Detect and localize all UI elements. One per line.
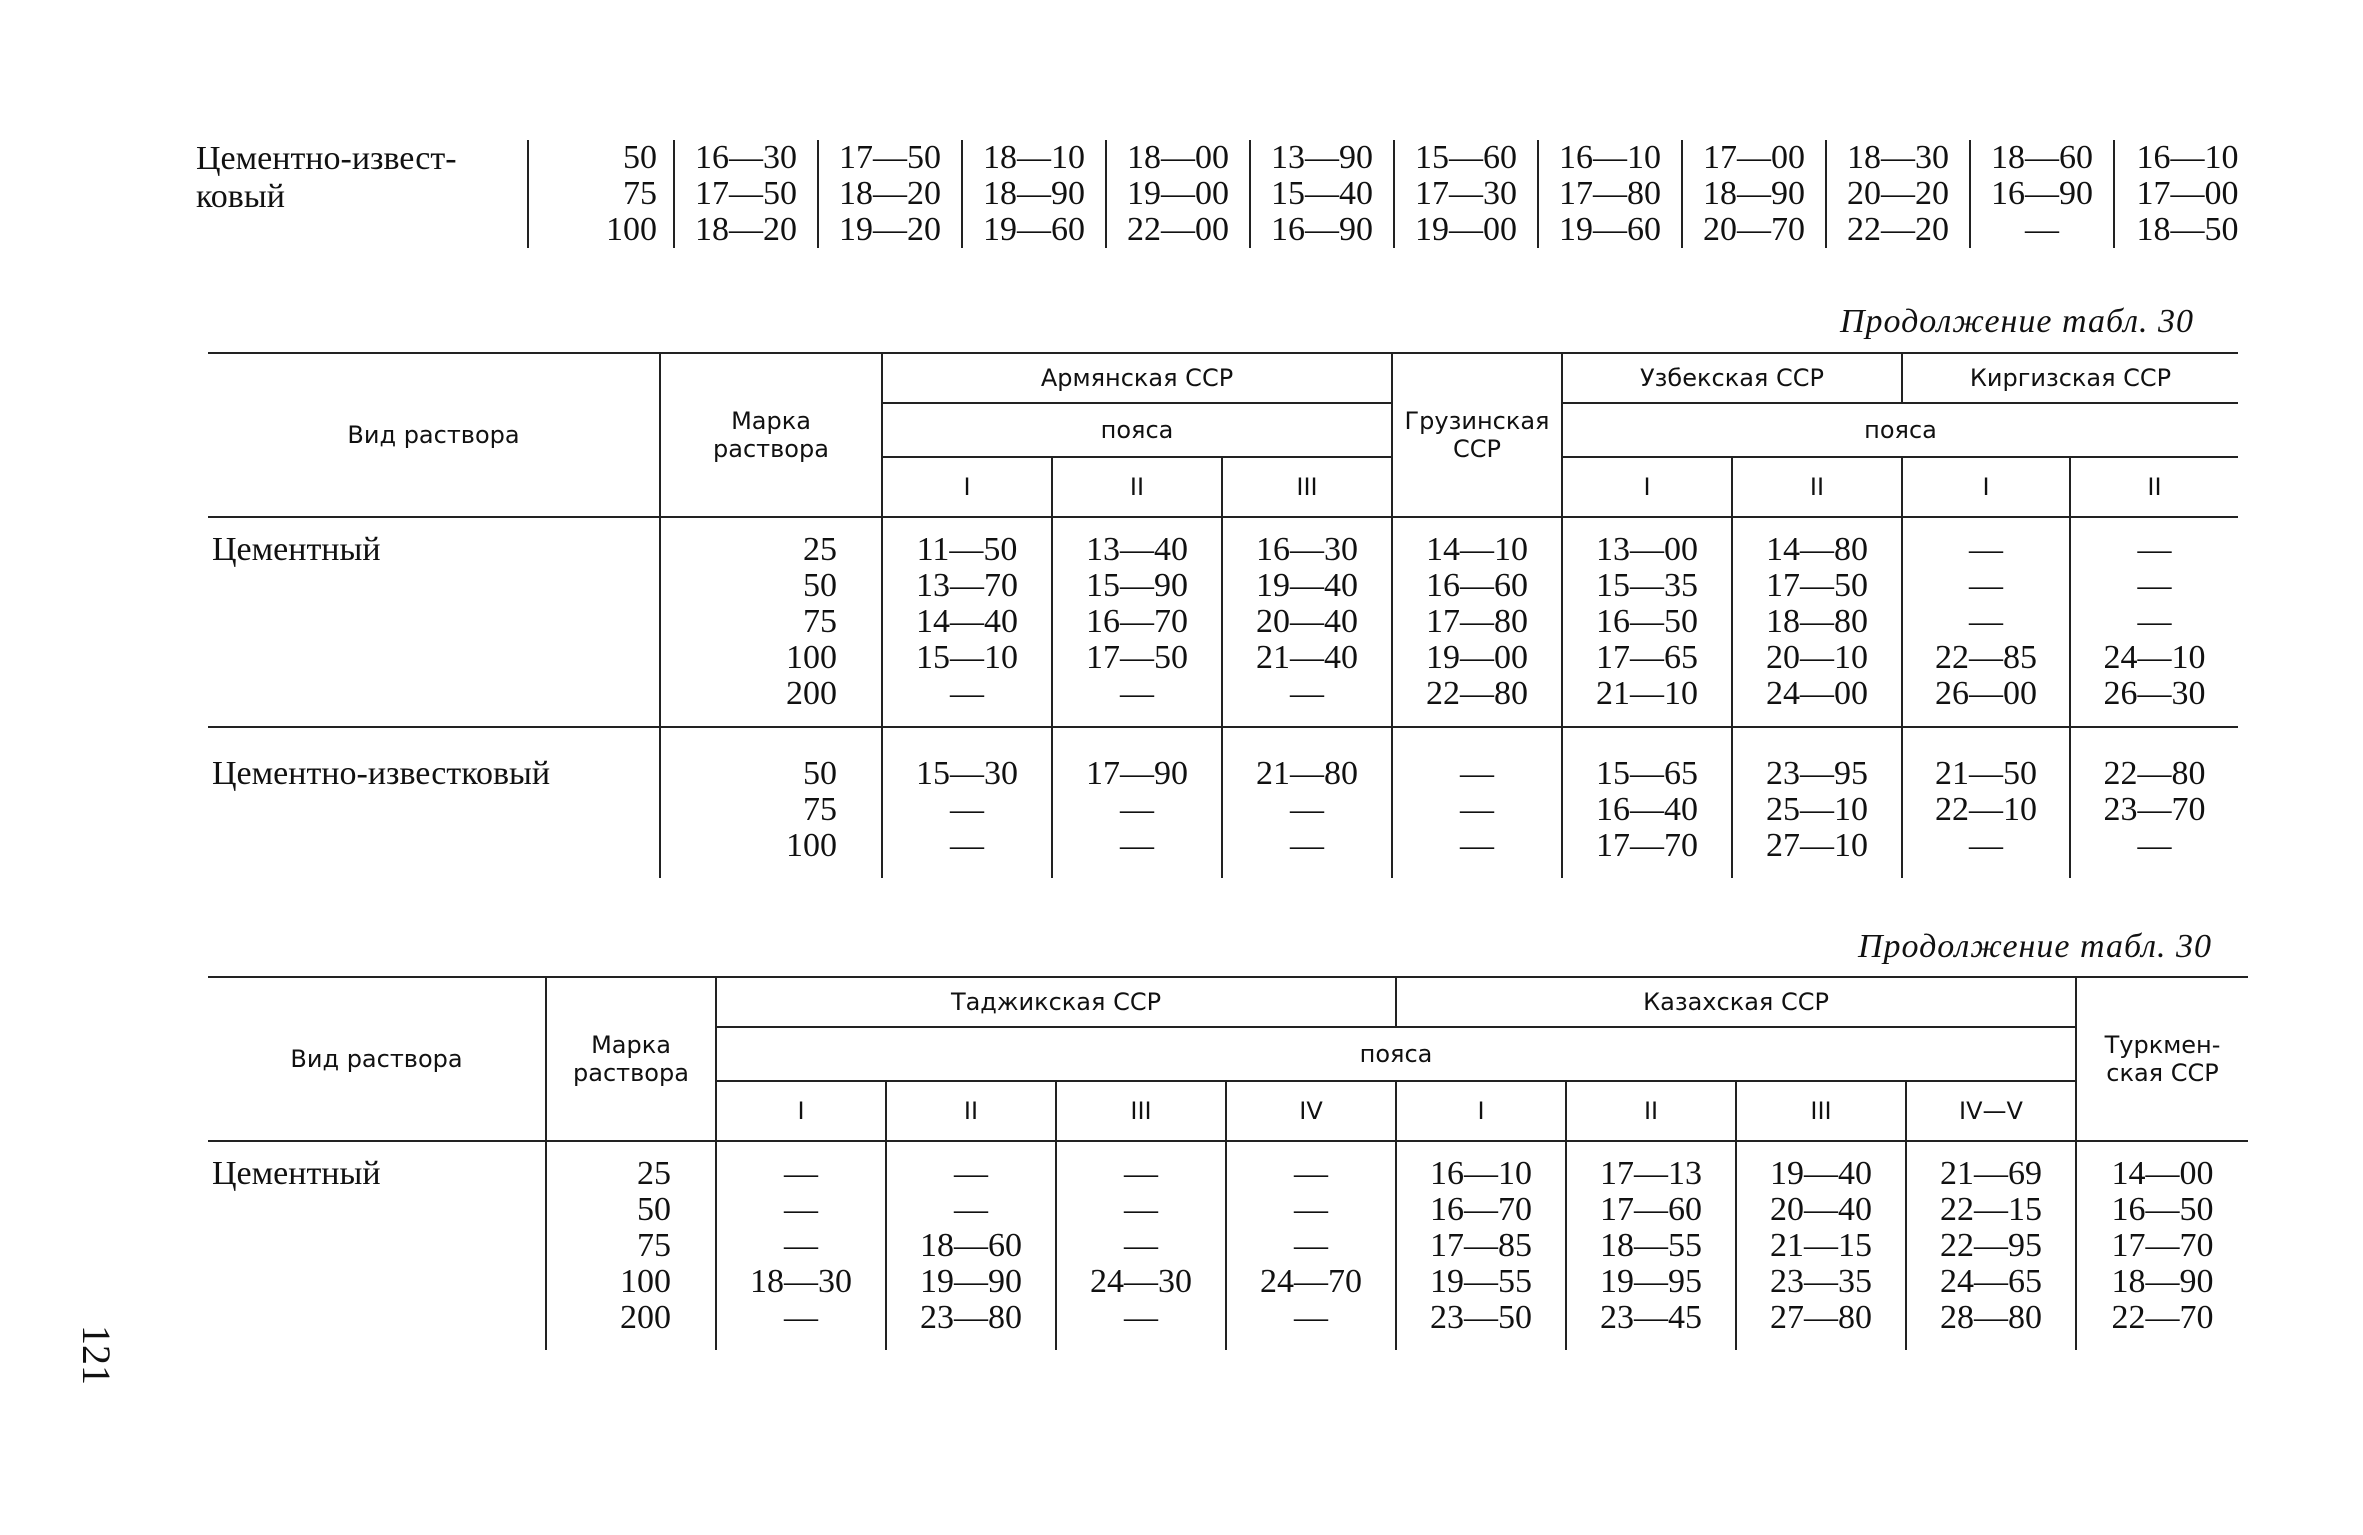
grade-cell: 50 75 100 [660, 727, 882, 878]
zone-header: II [1732, 457, 1902, 517]
poyasa-label: пояса [882, 403, 1392, 457]
table-tajik-kazakh-turkmen [208, 976, 2248, 1350]
row-label: Цементный [212, 531, 381, 568]
column-header-turkmen: Туркмен- ская ССР [2076, 977, 2248, 1141]
value-cell: 17—13 17—60 18—55 19—95 23—45 [1566, 1141, 1736, 1350]
row-label: Цементный [212, 1155, 381, 1192]
zone-header: II [2070, 457, 2238, 517]
value-cell: 15—60 17—30 19—00 [1394, 140, 1538, 248]
zone-header: II [886, 1081, 1056, 1141]
zone-header: III [1222, 457, 1392, 517]
value-cell: 23—95 25—10 27—10 [1732, 727, 1902, 878]
header-row [208, 353, 2238, 403]
value-cell: — — — 22—85 26—00 [1902, 517, 2070, 727]
column-header-armenia: Армянская ССР [882, 353, 1392, 403]
value-cell: 18—00 19—00 22—00 [1106, 140, 1250, 248]
zone-header: II [1052, 457, 1222, 517]
value-cell: 13—00 15—35 16—50 17—65 21—10 [1562, 517, 1732, 727]
header-row [208, 977, 2248, 1027]
value-cell: — — — 24—30 — [1056, 1141, 1226, 1350]
zone-header: II [1566, 1081, 1736, 1141]
zone-header: I [1562, 457, 1732, 517]
value-cell: — — 18—60 19—90 23—80 [886, 1141, 1056, 1350]
zone-header: IV [1226, 1081, 1396, 1141]
value-cell: 18—60 16—90 — [1970, 140, 2114, 248]
table-row [196, 140, 2260, 248]
value-cell: — — — 24—70 — [1226, 1141, 1396, 1350]
value-cell: 17—90 — — [1052, 727, 1222, 878]
zone-header: I [1902, 457, 2070, 517]
value-cell: 16—10 17—80 19—60 [1538, 140, 1682, 248]
zone-header: I [1396, 1081, 1566, 1141]
value-cell: 18—30 20—20 22—20 [1826, 140, 1970, 248]
grade-cell: 25 50 75 100 200 [546, 1141, 716, 1350]
value-cell: 16—30 19—40 20—40 21—40 — [1222, 517, 1392, 727]
page-number: 121 [74, 1325, 119, 1385]
column-header-kazakh: Казахская ССР [1396, 977, 2076, 1027]
zone-header: IV—V [1906, 1081, 2076, 1141]
value-cell: — — — 18—30 — [716, 1141, 886, 1350]
poyasa-label: пояса [1562, 403, 2238, 457]
value-cell: 19—40 20—40 21—15 23—35 27—80 [1736, 1141, 1906, 1350]
value-cell: 17—50 18—20 19—20 [818, 140, 962, 248]
value-cell: 16—10 16—70 17—85 19—55 23—50 [1396, 1141, 1566, 1350]
value-cell: 16—30 17—50 18—20 [674, 140, 818, 248]
zone-header: III [1736, 1081, 1906, 1141]
value-cell: 14—00 16—50 17—70 18—90 22—70 [2076, 1141, 2248, 1350]
table-row [208, 1141, 2248, 1350]
column-header-tajik: Таджикская ССР [716, 977, 1396, 1027]
value-cell: 18—10 18—90 19—60 [962, 140, 1106, 248]
grade-cell: 50 75 100 [528, 140, 674, 248]
row-label: Цементно-извест- ковый [196, 140, 457, 215]
value-cell: 14—10 16—60 17—80 19—00 22—80 [1392, 517, 1562, 727]
value-cell: — — — 24—10 26—30 [2070, 517, 2238, 727]
column-header-uzbek: Узбекская ССР [1562, 353, 1902, 403]
zone-header: I [716, 1081, 886, 1141]
value-cell: 22—80 23—70 — [2070, 727, 2238, 878]
value-cell: 15—30 — — [882, 727, 1052, 878]
column-header-kyrgyz: Киргизская ССР [1902, 353, 2238, 403]
table-row [208, 727, 2238, 878]
column-header-marka: Марка раствора [660, 353, 882, 517]
value-cell: 21—80 — — [1222, 727, 1392, 878]
value-cell: 15—65 16—40 17—70 [1562, 727, 1732, 878]
table-fragment [196, 140, 2260, 248]
value-cell: 16—10 17—00 18—50 [2114, 140, 2260, 248]
column-header-marka: Марка раствора [546, 977, 716, 1141]
value-cell: 17—00 18—90 20—70 [1682, 140, 1826, 248]
poyasa-label: пояса [716, 1027, 2076, 1081]
row-label: Цементно-известковый [208, 727, 660, 878]
table-row [208, 517, 2238, 727]
value-cell: 14—80 17—50 18—80 20—10 24—00 [1732, 517, 1902, 727]
zone-header: III [1056, 1081, 1226, 1141]
grade-cell: 25 50 75 100 200 [660, 517, 882, 727]
value-cell: 21—69 22—15 22—95 24—65 28—80 [1906, 1141, 2076, 1350]
value-cell: 11—50 13—70 14—40 15—10 — [882, 517, 1052, 727]
value-cell: 21—50 22—10 — [1902, 727, 2070, 878]
table-caption: Продолжение табл. 30 [1858, 928, 2213, 965]
value-cell: 13—40 15—90 16—70 17—50 — [1052, 517, 1222, 727]
table-armenia-georgia-uzbek-kyrgyz [208, 352, 2238, 878]
column-header-vid: Вид раствора [208, 977, 546, 1141]
column-header-vid: Вид раствора [208, 353, 660, 517]
value-cell: — — — [1392, 727, 1562, 878]
zone-header: I [882, 457, 1052, 517]
value-cell: 13—90 15—40 16—90 [1250, 140, 1394, 248]
column-header-georgia: Грузинская ССР [1392, 353, 1562, 517]
table-caption: Продолжение табл. 30 [1840, 303, 2195, 340]
